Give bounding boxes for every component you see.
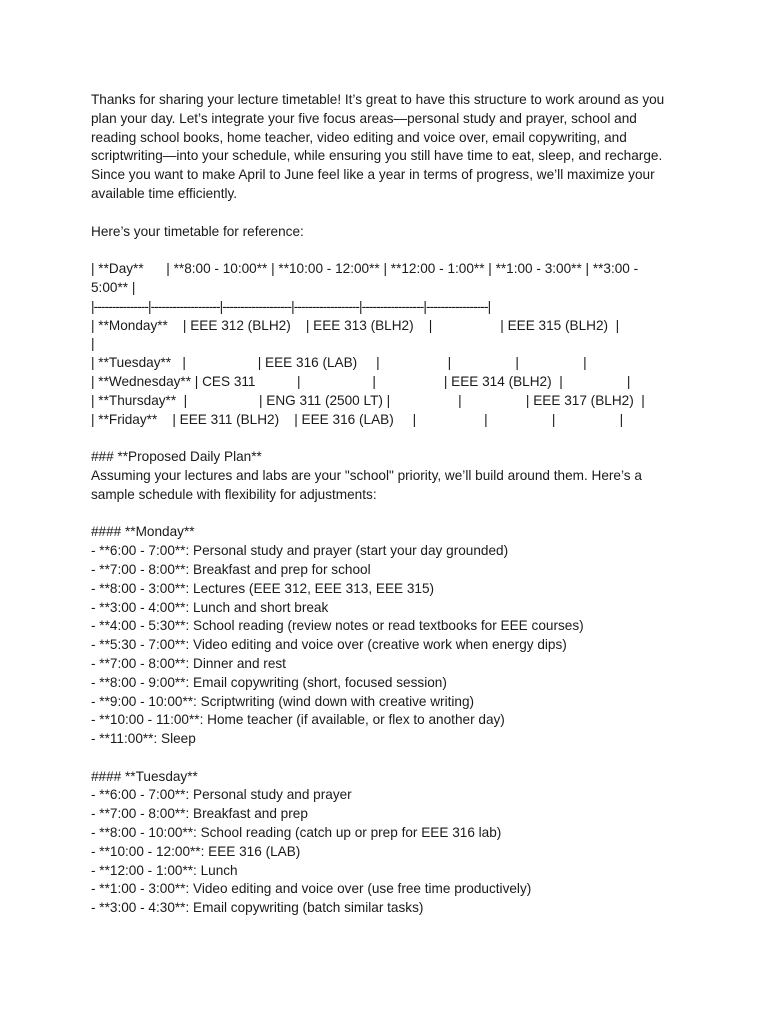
plan-intro-line: Assuming your lectures and labs are your "school" priority, we’ll build around them. Here’s a	[91, 467, 642, 483]
tuesday-list	[91, 786, 691, 918]
list-item: - **10:00 - 11:00**: Home teacher (if available, or flex to another day)	[91, 712, 505, 728]
list-item: - **8:00 - 3:00**: Lectures (EEE 312, EEE 313, EEE 315)	[91, 580, 435, 596]
list-item: - **12:00 - 1:00**: Lunch	[91, 862, 238, 878]
list-item: - **1:00 - 3:00**: Video editing and voice over (use free time productively)	[91, 881, 532, 897]
intro-paragraph	[91, 91, 691, 204]
document-page	[91, 91, 691, 918]
list-item: - **6:00 - 7:00**: Personal study and prayer	[91, 787, 352, 803]
timetable-line: |---------------|-------------------|-------------------|------------------|-----------------|-----------------|	[91, 298, 491, 314]
list-item: - **6:00 - 7:00**: Personal study and prayer (start your day grounded)	[91, 543, 509, 559]
list-item: - **8:00 - 10:00**: School reading (catch up or prep for EEE 316 lab)	[91, 825, 502, 841]
timetable-line: | **Day** | **8:00 - 10:00** | **10:00 - 12:00** | **12:00 - 1:00** | **1:00 - 3:00** | **3:00 -	[91, 261, 639, 277]
monday-heading: #### **Monday**	[91, 524, 195, 540]
text-line: reading school books, home teacher, video editing and voice over, email copywriting, and	[91, 129, 627, 145]
list-item: - **5:30 - 7:00**: Video editing and voice over (creative work when energy dips)	[91, 637, 567, 653]
timetable-block	[91, 260, 691, 429]
list-item: - **11:00**: Sleep	[91, 731, 196, 747]
spacer	[91, 429, 691, 448]
list-item: - **3:00 - 4:00**: Lunch and short break	[91, 599, 329, 615]
list-item: - **3:00 - 4:30**: Email copywriting (batch similar tasks)	[91, 900, 424, 916]
list-item: - **10:00 - 12:00**: EEE 316 (LAB)	[91, 843, 301, 859]
list-item: - **7:00 - 8:00**: Breakfast and prep	[91, 806, 308, 822]
list-item: - **8:00 - 9:00**: Email copywriting (short, focused session)	[91, 674, 447, 690]
timetable-line: | **Thursday** | | ENG 311 (2500 LT) | | | EEE 317 (BLH2) |	[91, 392, 645, 408]
monday-list	[91, 542, 691, 749]
text-line: Thanks for sharing your lecture timetable! It’s great to have this structure to work around as you	[91, 92, 665, 107]
plan-intro-line: sample schedule with flexibility for adjustments:	[91, 486, 377, 502]
timetable-line: 5:00** |	[91, 279, 136, 295]
timetable-line: | **Wednesday** | CES 311 | | | EEE 314 (BLH2) | |	[91, 373, 631, 389]
list-item: - **9:00 - 10:00**: Scriptwriting (wind down with creative writing)	[91, 693, 475, 709]
plan-heading: ### **Proposed Daily Plan**	[91, 449, 262, 465]
text-line: plan your day. Let’s integrate your five focus areas—personal study and prayer, school and	[91, 110, 637, 126]
text-line: scriptwriting—into your schedule, while ensuring you still have time to eat, sleep, and recharge.	[91, 148, 663, 164]
text-line: available time efficiently.	[91, 185, 238, 201]
timetable-intro: Here’s your timetable for reference:	[91, 223, 304, 239]
spacer	[91, 749, 691, 768]
timetable-line: | **Monday** | EEE 312 (BLH2) | EEE 313 (BLH2) | | EEE 315 (BLH2) |	[91, 317, 620, 333]
text-line: Since you want to make April to June feel like a year in terms of progress, we’ll maximize your	[91, 167, 655, 183]
tuesday-heading: #### **Tuesday**	[91, 768, 198, 784]
timetable-line: |	[91, 336, 95, 352]
list-item: - **4:00 - 5:30**: School reading (review notes or read textbooks for EEE courses)	[91, 618, 584, 634]
spacer	[91, 241, 691, 260]
list-item: - **7:00 - 8:00**: Dinner and rest	[91, 655, 286, 671]
timetable-line: | **Tuesday** | | EEE 316 (LAB) | | | |	[91, 355, 587, 371]
list-item: - **7:00 - 8:00**: Breakfast and prep for school	[91, 561, 371, 577]
spacer	[91, 204, 691, 223]
timetable-line: | **Friday** | EEE 311 (BLH2) | EEE 316 (LAB) | | | |	[91, 411, 624, 427]
spacer	[91, 505, 691, 524]
